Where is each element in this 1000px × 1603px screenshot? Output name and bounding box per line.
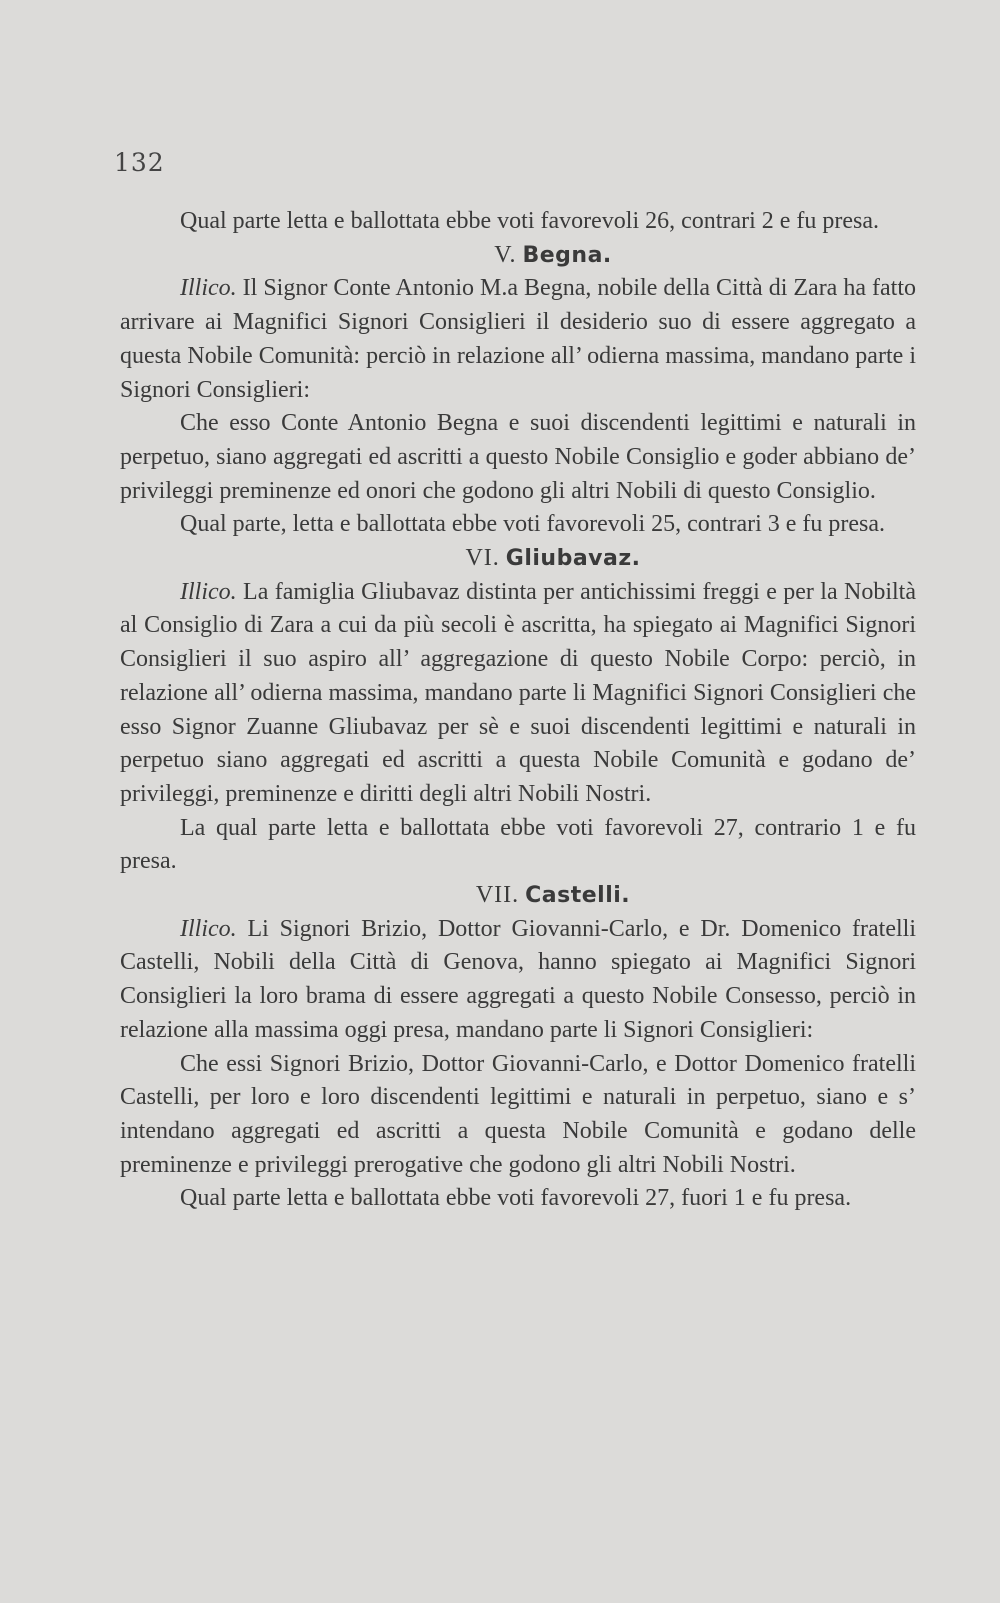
section-heading [120,239,916,273]
section-title: Castelli. [525,883,631,909]
paragraph [120,812,916,879]
paragraph-text: Li Signori Brizio, Dottor Giovanni-Carlo, e Dr. Domenico fratelli Castelli, Nobili della Città di Genova, hanno spiegato ai Magnifici Signori Consiglieri la loro brama di essere aggregati a questo Nobile Consesso, perciò in relazione alla massima oggi presa, mandano parte li Signori Consiglieri: [120,915,916,1043]
paragraph [120,576,916,812]
section-title: Gliubavaz. [505,546,641,572]
section-title: Begna. [522,242,612,268]
section-number: V. [494,241,517,268]
paragraph-lead: Illico. [180,578,237,605]
section-heading [120,879,916,913]
section-heading [120,542,916,576]
page-body [120,205,916,1216]
paragraph-lead: Illico. [180,915,237,942]
section-number: VI. [465,545,500,572]
paragraph-text: Qual parte letta e ballottata ebbe voti favorevoli 27, fuori 1 e fu presa. [180,1185,852,1212]
paragraph-text: La qual parte letta e ballottata ebbe voti favorevoli 27, contrario 1 e fu presa. [120,814,916,875]
paragraph [120,913,916,1048]
section-number: VII. [475,882,520,909]
paragraph [120,1048,916,1183]
paragraph-text: La famiglia Gliubavaz distinta per antichissimi freggi e per la Nobiltà al Consiglio di Zara a cui da più secoli è ascritta, ha spiegato ai Magnifici Signori Consiglieri il suo aspiro all’ aggregazione di questo Nobile Corpo: perciò, in relazione all’ odierna massima, mandano parte li Magnifici Signori Consiglieri che esso Signor Zuanne Gliubavaz per sè e suoi discendenti legittimi e naturali in perpetuo siano aggregati ed ascritti a questa Nobile Comunità e godano de’ privileggi, preminenze e diritti degli altri Nobili Nostri. [120,578,916,807]
paragraph-text: Qual parte letta e ballottata ebbe voti favorevoli 26, contrari 2 e fu presa. [180,208,880,234]
paragraph [120,205,916,239]
paragraph-text: Qual parte, letta e ballottata ebbe voti favorevoli 25, contrari 3 e fu presa. [180,511,886,538]
paragraph-text: Che esso Conte Antonio Begna e suoi discendenti legittimi e naturali in perpetuo, siano aggregati ed ascritti a questo Nobile Consiglio e goder abbiano de’ privileggi preminenze ed onori che godono gli altri Nobili di questo Consiglio. [120,410,916,504]
paragraph-text: Il Signor Conte Antonio M.a Begna, nobile della Città di Zara ha fatto arrivare ai Magnifici Signori Consiglieri il desiderio suo di essere aggregato a questa Nobile Comunità: perciò in relazione all’ odierna massima, mandano parte i Signori Consiglieri: [120,275,916,403]
page-number: 132 [114,148,165,177]
paragraph [120,407,916,508]
paragraph [120,272,916,407]
paragraph-text: Che essi Signori Brizio, Dottor Giovanni-Carlo, e Dottor Domenico fratelli Castelli, per loro e loro discendenti legittimi e naturali in perpetuo, siano e s’ intendano aggregati ed ascritti a questa Nobile Comunità e godano delle preminenze e privileggi prerogative che godono gli altri Nobili Nostri. [120,1050,916,1178]
paragraph [120,1182,916,1216]
paragraph-lead: Illico. [180,275,237,302]
paragraph [120,508,916,542]
